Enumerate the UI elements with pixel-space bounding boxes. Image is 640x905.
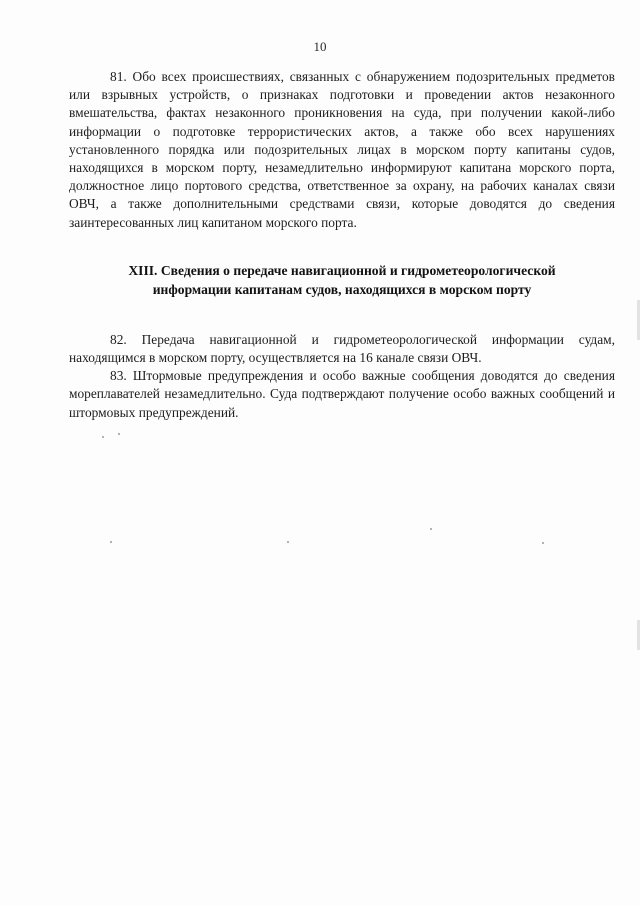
scan-speck <box>287 541 289 543</box>
scan-speck <box>542 542 544 544</box>
paragraph-81: 81. Обо всех происшествиях, связанных с обнаружением подозрительных предметов или взрывных устройств, о признаках подготовки и проведении актов незаконного вмешательства, фактах незаконного проникновения на суда, при получении какой-либо информации о подготовке террористических актов, а также обо всех нарушениях установленного порядка или подозрительных лицах в морском порту капитаны судов, находящихся в морском порту, незамедлительно информируют капитана морского порта, должностное лицо портового средства, ответственное за охрану, на рабочих каналах связи ОВЧ, а также дополнительными средствами связи, которые доводятся до сведения заинтересованных лиц капитаном морского порта. <box>69 69 615 230</box>
page-number: 10 <box>313 39 327 54</box>
scan-speck <box>110 541 112 543</box>
section-heading: XIII. Сведения о передаче навигационной и гидрометеорологической информации капитанам судов, находящихся в морском порту <box>128 262 556 297</box>
paragraph-82: 82. Передача навигационной и гидрометеорологической информации судам, находящимся в морском порту, осуществляется на 16 канале связи ОВЧ. <box>69 331 615 366</box>
scan-speck <box>102 436 104 438</box>
scan-speck <box>118 433 120 435</box>
scan-speck <box>430 528 432 530</box>
paragraph-83: 83. Штормовые предупреждения и особо важные сообщения доводятся до сведения мореплавателей незамедлительно. Суда подтверждают получение особо важных сообщений и штормовых предупреждений. <box>69 368 615 420</box>
document-body <box>69 68 615 422</box>
